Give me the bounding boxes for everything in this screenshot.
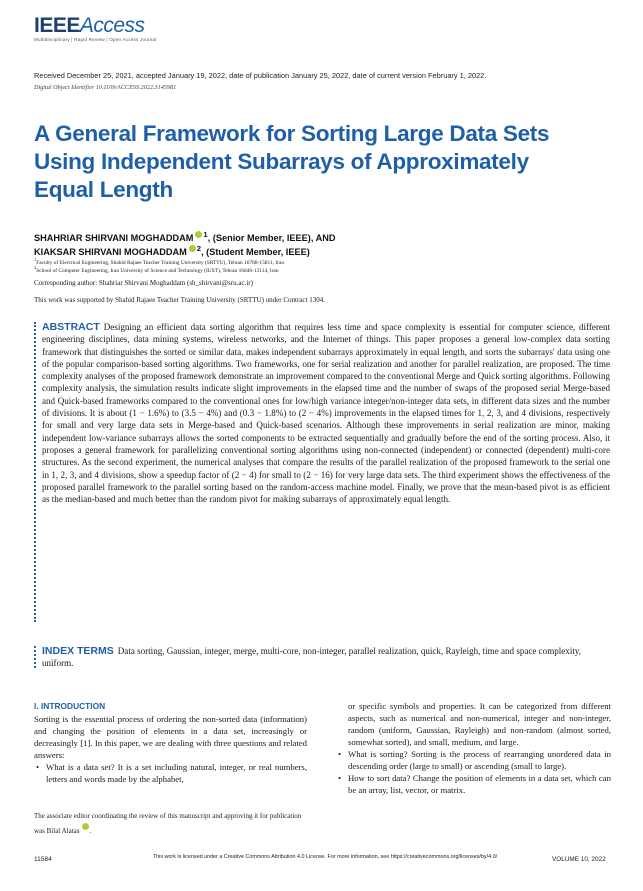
logo-access: Access	[79, 14, 145, 37]
author-2	[34, 244, 310, 257]
orcid-icon[interactable]	[189, 245, 196, 252]
editor-note-text: The associate editor coordinating the review of this manuscript and approving it for publication was Bilal Alatas	[34, 812, 302, 835]
funding-note: This work was supported by Shahid Rajaee Teacher Training University (SRTTU) under Contract 1304.	[34, 296, 325, 304]
affiliation-1-text: Faculty of Electrical Engineering, Shahid Rajaee Teacher Training University (SRTTU), Tehran 16788-15811, Iran	[36, 259, 285, 266]
affiliation-2	[34, 265, 279, 274]
author-1-suffix: , (Senior Member, IEEE), AND	[207, 233, 336, 244]
intro-paragraph: Sorting is the essential process of ordering the non-sorted data (information) and changing the position of elements in a data set, increasingly or decreasingly [1]. In this paper, we are dealing with three questions and related answers:	[34, 714, 307, 760]
paper-title: A General Framework for Sorting Large Data Sets Using Independent Subarrays of Approximately Equal Length	[34, 121, 550, 202]
left-column	[34, 700, 307, 785]
doi-line[interactable]: Digital Object Identifier 10.1109/ACCESS.2022.3145981	[34, 84, 177, 91]
author-2-sup: 2	[196, 244, 202, 253]
volume-label: VOLUME 10, 2022	[552, 856, 606, 863]
abstract-text: Designing an efficient data sorting algorithm that requires less time and space complexity is essential for computer science, different engineering disciplines, data mining systems, wireless networks, and the Internet of things. This paper proposes a general low-complex data sorting framework that distinguishes the sorted or similar data, makes independent subarrays approximately in equal length, and sorts the subarrays' data using one of the popular comparison-based sorting algorithms. Two frameworks, one for serial realization and another for parallel realization, are proposed. The time complexity analyses of the proposed framework demonstrate an improvement compared to the conventional Merge and Quick sorting algorithms. Following complexity analysis, the simulation results indicate slight improvements in the elapsed time and the number of swaps of the proposed serial Merge-based and Quick-based frameworks compared to the conventional ones for low/high variance integer/non-integer data sets, in different data sizes and the number of divisions. It is about (1 − 1.6%) to (3.5 − 4%) and (0.3 − 1.8%) to (2 − 4%) improvements in the elapsed times for 1, 2, 3, and 4 divisions, respectively for small and very large data sets in Merge-based and Quick-based scenarios. Although these improvements in serial realization are minor, making independent low-variance subarrays allows the sorted components to be extracted sequentially and gradually before the end of the sorting process. Also, it proposes a general framework for parallelizing conventional sorting algorithms using non-connected (independent) or connected (dependent) multi-core structures. As the second experiment, the numerical analyses that compare the results of the parallel realization of the proposed framework to the serial one in 1, 2, 3, and 4 divisions, show a speedup factor of (2 − 4) for small to (2 − 16) for very large data sets. The third experiment shows the effectiveness of the proposed parallel framework to the parallel sorting based on the random-access machine model. Finally, we prove that the mean-based pivot is as efficient as the median-based and much better than the random pivot for making subarrays of approximately equal length.	[42, 322, 610, 505]
index-terms-text: Data sorting, Gaussian, integer, merge, multi-core, non-integer, parallel realization, quick, Rayleigh, time and space complexity, uniform.	[42, 646, 582, 669]
journal-logo	[34, 14, 156, 42]
author-1	[34, 230, 336, 243]
abstract-heading: ABSTRACT	[42, 321, 100, 333]
right-column	[336, 700, 611, 796]
bullet-data-set: • What is a data set? It is a set including natural, integer, or real numbers, letters and words made by the alphabet,	[34, 761, 307, 785]
received-dates: Received December 25, 2021, accepted January 19, 2022, date of publication January 25, 2022, date of current version February 1, 2022.	[34, 71, 487, 80]
author-1-name: SHAHRIAR SHIRVANI MOGHADDAM	[34, 233, 194, 244]
orcid-icon[interactable]	[82, 823, 89, 830]
abstract	[42, 321, 610, 505]
bullet-what-is-sorting: • What is sorting? Sorting is the process of rearranging unordered data in descending order (large to small) or ascending (small to large).	[336, 748, 611, 772]
logo-tagline: Multidisciplinary | Rapid Review | Open Access Journal	[34, 37, 157, 42]
author-1-sup: 1	[203, 230, 208, 239]
index-terms-rule	[34, 646, 40, 668]
index-terms-heading: INDEX TERMS	[42, 645, 114, 657]
abstract-rule	[34, 322, 40, 622]
affiliation-2-sup: 2	[34, 265, 37, 270]
orcid-icon[interactable]	[195, 231, 202, 238]
affiliation-1-sup: 1	[34, 257, 37, 262]
license-note[interactable]: This work is licensed under a Creative Commons Attribution 4.0 License. For more information, see https://creativecommons.org/licenses/by/4.0/	[152, 854, 498, 860]
bullet-data-set-continued: or specific symbols and properties. It can be categorized from different aspects, such as numerical and non-numerical, integer and non-integer, random (uniform, Gaussian, Rayleigh) and non-random (almost sorted, somewhat sorted), and small, medium, and large.	[348, 701, 611, 747]
affiliation-2-text: School of Computer Engineering, Iran University of Science and Technology (IUST), Tehran 16846-13114, Iran	[36, 267, 279, 274]
author-2-suffix: , (Student Member, IEEE)	[201, 247, 310, 258]
corresponding-author: Corresponding author: Shahriar Shirvani Moghaddam (sh_shirvani@sru.ac.ir)	[34, 279, 253, 287]
section-heading-introduction: I. INTRODUCTION	[34, 701, 106, 711]
page-number: 11584	[34, 856, 52, 863]
author-2-name: KIAKSAR SHIRVANI MOGHADDAM	[34, 247, 187, 258]
bullet-how-to-sort: • How to sort data? Change the position of elements in a data set, which can be an array, list, vector, or matrix.	[336, 772, 611, 796]
logo-ieee: IEEE	[34, 14, 80, 37]
editor-note: The associate editor coordinating the review of this manuscript and approving it for publication was Bilal Alatas .	[34, 812, 302, 835]
index-terms	[42, 645, 610, 670]
